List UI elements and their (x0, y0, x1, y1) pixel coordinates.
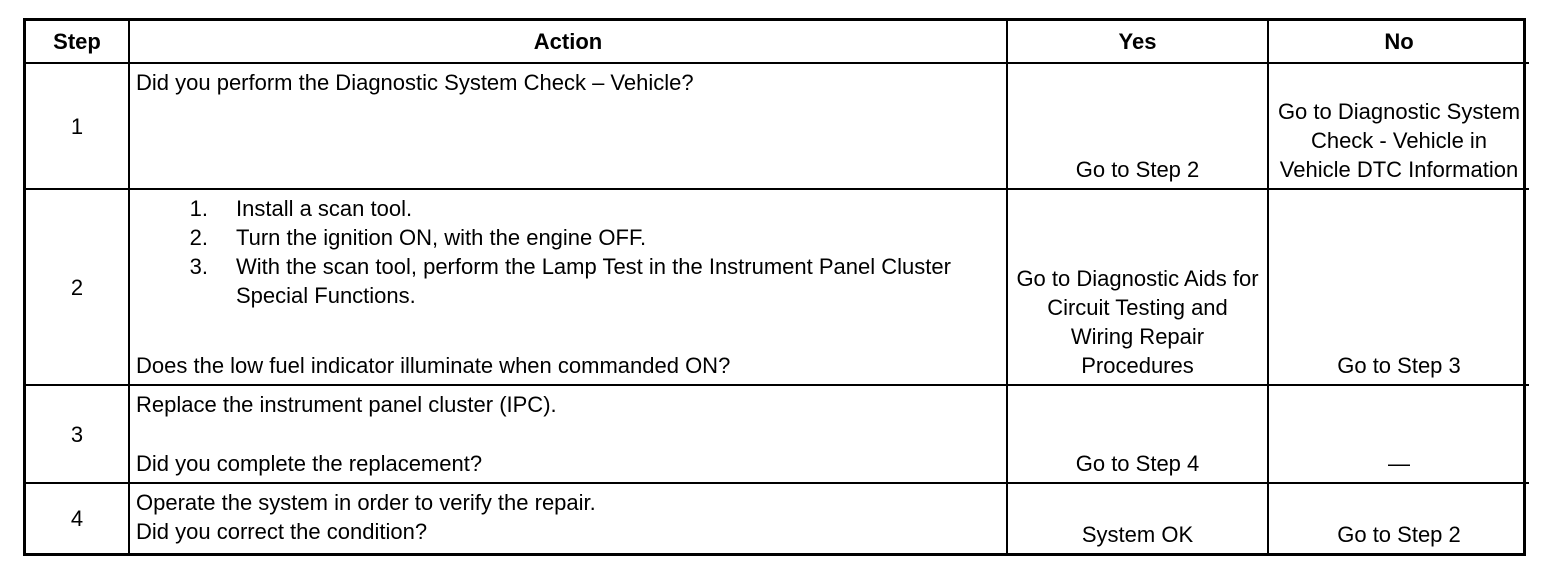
yes-cell: Go to Step 2 (1007, 63, 1268, 189)
yes-cell: System OK (1007, 483, 1268, 553)
list-item (136, 252, 1000, 310)
action-cell (129, 189, 1007, 385)
action-cell (129, 483, 1007, 553)
step-number: 1 (26, 63, 129, 189)
action-cell (129, 63, 1007, 189)
header-action: Action (129, 21, 1007, 63)
diagnostic-table (26, 21, 1529, 553)
header-yes: Yes (1007, 21, 1268, 63)
no-cell: Go to Step 2 (1268, 483, 1529, 553)
list-text: Turn the ignition ON, with the engine OFF. (236, 225, 647, 250)
header-row (26, 21, 1529, 63)
step-number: 4 (26, 483, 129, 553)
list-text: Install a scan tool. (236, 196, 413, 221)
action-content (136, 194, 1000, 380)
procedure-list (136, 194, 1000, 310)
step-number: 2 (26, 189, 129, 385)
yes-cell: Go to Diagnostic Aids for Circuit Testing and Wiring Repair Procedures (1007, 189, 1268, 385)
diagnostic-table-frame (23, 18, 1526, 556)
table-row (26, 189, 1529, 385)
action-content (136, 390, 1000, 478)
question-text: Did you complete the replacement? (136, 451, 483, 476)
header-no: No (1268, 21, 1529, 63)
action-text: Operate the system in order to verify the repair. (136, 490, 596, 515)
table-row (26, 63, 1529, 189)
step-number: 3 (26, 385, 129, 483)
action-text: Did you perform the Diagnostic System Check – Vehicle? (136, 70, 694, 95)
list-item (136, 223, 1000, 252)
question-text: Did you correct the condition? (136, 519, 428, 544)
list-item (136, 194, 1000, 223)
action-cell (129, 385, 1007, 483)
question-text: Does the low fuel indicator illuminate when commanded ON? (136, 353, 731, 378)
table-row (26, 385, 1529, 483)
no-cell: Go to Step 3 (1268, 189, 1529, 385)
list-number: 2. (189, 225, 208, 250)
list-number: 3. (189, 254, 208, 279)
yes-cell: Go to Step 4 (1007, 385, 1268, 483)
no-cell: — (1268, 385, 1529, 483)
list-text: With the scan tool, perform the Lamp Test in the Instrument Panel Cluster Special Functions. (236, 254, 951, 308)
action-text: Replace the instrument panel cluster (IPC). (136, 392, 557, 417)
list-number: 1. (189, 196, 208, 221)
no-cell: Go to Diagnostic System Check - Vehicle in Vehicle DTC Information (1268, 63, 1529, 189)
table-row (26, 483, 1529, 553)
header-step: Step (26, 21, 129, 63)
